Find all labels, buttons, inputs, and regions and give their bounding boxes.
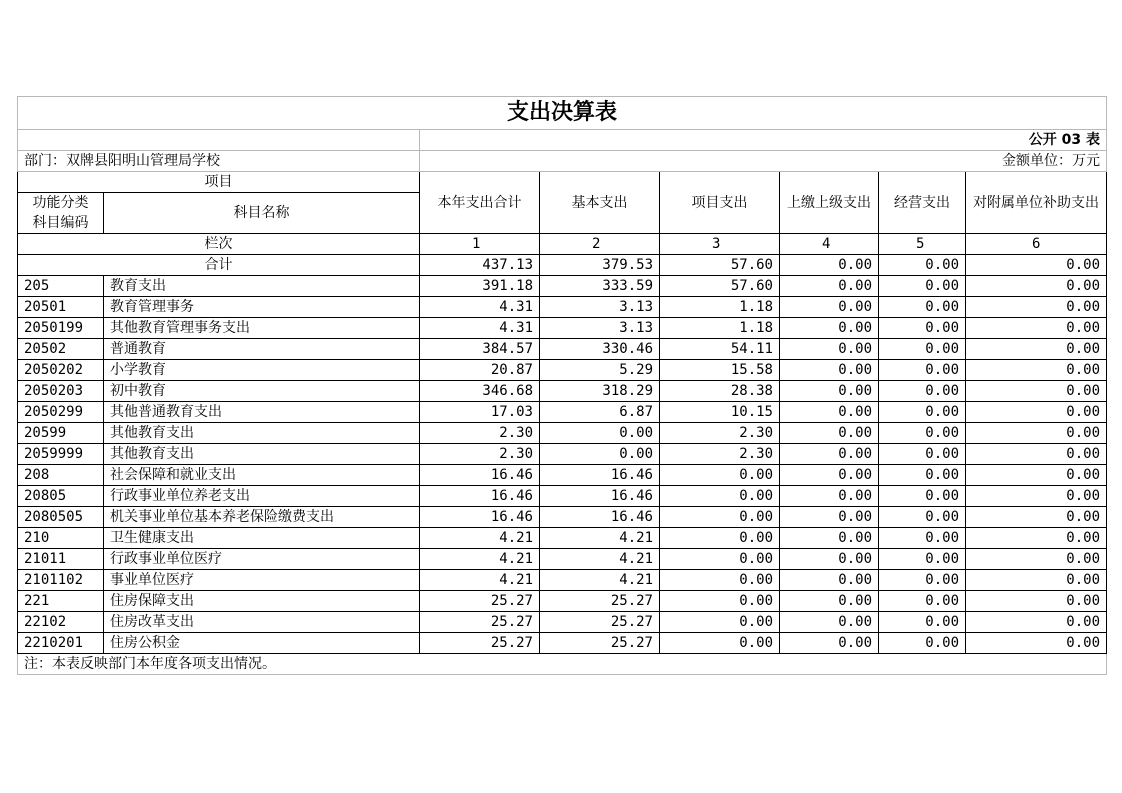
header-business: 经营支出 [879,172,966,234]
row-name: 卫生健康支出 [104,528,420,549]
row-name: 机关事业单位基本养老保险缴费支出 [104,507,420,528]
row-subsidy: 0.00 [966,633,1107,654]
row-project: 0.00 [660,549,780,570]
row-code: 221 [18,591,104,612]
row-name: 教育支出 [104,276,420,297]
row-upper: 0.00 [780,465,879,486]
row-basic: 16.46 [540,486,660,507]
row-code: 20502 [18,339,104,360]
expenditure-table [17,96,1107,675]
row-total: 384.57 [420,339,540,360]
row-project: 0.00 [660,507,780,528]
row-code: 20805 [18,486,104,507]
row-project: 1.18 [660,318,780,339]
row-total: 2.30 [420,423,540,444]
row-basic: 5.29 [540,360,660,381]
row-project: 28.38 [660,381,780,402]
row-upper: 0.00 [780,276,879,297]
row-code: 20599 [18,423,104,444]
row-name: 住房保障支出 [104,591,420,612]
header-func-code: 功能分类 科目编码 [18,193,104,234]
row-basic: 3.13 [540,318,660,339]
department-label: 部门：双牌县阳明山管理局学校 [18,151,420,172]
table-row [18,402,1107,423]
row-subsidy: 0.00 [966,402,1107,423]
row-name: 初中教育 [104,381,420,402]
row-name: 其他教育管理事务支出 [104,318,420,339]
row-name: 小学教育 [104,360,420,381]
row-name: 住房公积金 [104,633,420,654]
row-project: 0.00 [660,465,780,486]
row-business: 0.00 [879,276,966,297]
column-number-1: 1 [420,234,540,255]
row-name: 社会保障和就业支出 [104,465,420,486]
row-business: 0.00 [879,381,966,402]
row-total: 346.68 [420,381,540,402]
row-subsidy: 0.00 [966,444,1107,465]
total-row-total: 437.13 [420,255,540,276]
total-row-subsidy: 0.00 [966,255,1107,276]
row-subsidy: 0.00 [966,549,1107,570]
table-row [18,297,1107,318]
row-name: 行政事业单位养老支出 [104,486,420,507]
row-business: 0.00 [879,486,966,507]
row-business: 0.00 [879,570,966,591]
table-row [18,486,1107,507]
row-business: 0.00 [879,507,966,528]
row-business: 0.00 [879,423,966,444]
row-basic: 333.59 [540,276,660,297]
row-name: 事业单位医疗 [104,570,420,591]
row-project: 0.00 [660,486,780,507]
table-row [18,528,1107,549]
row-business: 0.00 [879,465,966,486]
row-basic: 6.87 [540,402,660,423]
row-total: 25.27 [420,633,540,654]
header-total: 本年支出合计 [420,172,540,234]
row-code: 208 [18,465,104,486]
row-basic: 4.21 [540,528,660,549]
row-total: 4.21 [420,528,540,549]
row-business: 0.00 [879,633,966,654]
row-subsidy: 0.00 [966,297,1107,318]
row-basic: 16.46 [540,507,660,528]
table-row [18,612,1107,633]
header-basic: 基本支出 [540,172,660,234]
row-basic: 16.46 [540,465,660,486]
row-upper: 0.00 [780,486,879,507]
table-row [18,276,1107,297]
row-subsidy: 0.00 [966,591,1107,612]
row-upper: 0.00 [780,381,879,402]
row-code: 2050299 [18,402,104,423]
table-row [18,339,1107,360]
row-name: 住房改革支出 [104,612,420,633]
row-upper: 0.00 [780,318,879,339]
row-basic: 330.46 [540,339,660,360]
row-business: 0.00 [879,339,966,360]
row-name: 其他教育支出 [104,444,420,465]
row-upper: 0.00 [780,570,879,591]
row-subsidy: 0.00 [966,423,1107,444]
row-basic: 25.27 [540,591,660,612]
row-business: 0.00 [879,444,966,465]
table-row [18,570,1107,591]
header-project: 项目支出 [660,172,780,234]
row-business: 0.00 [879,549,966,570]
row-total: 391.18 [420,276,540,297]
row-business: 0.00 [879,318,966,339]
column-number-3: 3 [660,234,780,255]
row-project: 57.60 [660,276,780,297]
row-subsidy: 0.00 [966,486,1107,507]
table-note: 注：本表反映部门本年度各项支出情况。 [18,654,1107,675]
row-upper: 0.00 [780,633,879,654]
total-row-project: 57.60 [660,255,780,276]
row-total: 16.46 [420,507,540,528]
row-basic: 0.00 [540,444,660,465]
row-total: 20.87 [420,360,540,381]
row-project: 0.00 [660,612,780,633]
row-business: 0.00 [879,402,966,423]
row-total: 2.30 [420,444,540,465]
row-total: 4.31 [420,318,540,339]
row-upper: 0.00 [780,528,879,549]
row-basic: 318.29 [540,381,660,402]
row-upper: 0.00 [780,444,879,465]
row-code: 2059999 [18,444,104,465]
row-basic: 4.21 [540,549,660,570]
table-row [18,549,1107,570]
row-business: 0.00 [879,360,966,381]
row-basic: 25.27 [540,633,660,654]
table-row [18,507,1107,528]
total-row-upper: 0.00 [780,255,879,276]
row-subsidy: 0.00 [966,276,1107,297]
row-total: 4.21 [420,549,540,570]
row-code: 20501 [18,297,104,318]
table-row [18,318,1107,339]
table-title: 支出决算表 [18,97,1107,130]
total-row-basic: 379.53 [540,255,660,276]
row-basic: 3.13 [540,297,660,318]
row-business: 0.00 [879,612,966,633]
row-code: 2210201 [18,633,104,654]
row-upper: 0.00 [780,360,879,381]
row-subsidy: 0.00 [966,339,1107,360]
column-number-6: 6 [966,234,1107,255]
row-name: 普通教育 [104,339,420,360]
row-business: 0.00 [879,297,966,318]
row-code: 2080505 [18,507,104,528]
row-subsidy: 0.00 [966,528,1107,549]
row-name: 行政事业单位医疗 [104,549,420,570]
row-upper: 0.00 [780,612,879,633]
header-item: 项目 [18,172,420,193]
row-name: 其他教育支出 [104,423,420,444]
row-code: 2050199 [18,318,104,339]
table-row [18,360,1107,381]
row-total: 17.03 [420,402,540,423]
header-subsidy: 对附属单位补助支出 [966,172,1107,234]
row-subsidy: 0.00 [966,381,1107,402]
table-row [18,381,1107,402]
row-total: 25.27 [420,591,540,612]
row-subsidy: 0.00 [966,465,1107,486]
total-row-label: 合计 [18,255,420,276]
row-code: 210 [18,528,104,549]
column-number-2: 2 [540,234,660,255]
row-code: 2101102 [18,570,104,591]
row-name: 其他普通教育支出 [104,402,420,423]
table-number: 公开 03 表 [420,130,1107,151]
row-project: 2.30 [660,444,780,465]
row-subsidy: 0.00 [966,360,1107,381]
row-upper: 0.00 [780,507,879,528]
row-total: 16.46 [420,465,540,486]
header-upper: 上缴上级支出 [780,172,879,234]
row-project: 2.30 [660,423,780,444]
table-row [18,444,1107,465]
row-name: 教育管理事务 [104,297,420,318]
expenditure-sheet [17,96,1106,675]
row-code: 22102 [18,612,104,633]
row-code: 2050203 [18,381,104,402]
table-row [18,633,1107,654]
row-total: 4.31 [420,297,540,318]
table-row [18,591,1107,612]
row-project: 54.11 [660,339,780,360]
row-basic: 25.27 [540,612,660,633]
row-total: 25.27 [420,612,540,633]
row-total: 4.21 [420,570,540,591]
row-project: 0.00 [660,528,780,549]
row-code: 21011 [18,549,104,570]
row-project: 10.15 [660,402,780,423]
row-basic: 0.00 [540,423,660,444]
row-project: 0.00 [660,633,780,654]
row-upper: 0.00 [780,549,879,570]
table-row [18,465,1107,486]
total-row-business: 0.00 [879,255,966,276]
row-subsidy: 0.00 [966,612,1107,633]
row-upper: 0.00 [780,423,879,444]
row-project: 0.00 [660,591,780,612]
row-code: 205 [18,276,104,297]
row-upper: 0.00 [780,591,879,612]
meta-blank-left [18,130,420,151]
row-project: 1.18 [660,297,780,318]
column-number-label: 栏次 [18,234,420,255]
row-business: 0.00 [879,591,966,612]
row-subsidy: 0.00 [966,507,1107,528]
row-code: 2050202 [18,360,104,381]
column-number-4: 4 [780,234,879,255]
column-number-5: 5 [879,234,966,255]
unit-label: 金额单位：万元 [420,151,1107,172]
row-project: 15.58 [660,360,780,381]
row-upper: 0.00 [780,297,879,318]
row-basic: 4.21 [540,570,660,591]
row-total: 16.46 [420,486,540,507]
row-business: 0.00 [879,528,966,549]
row-upper: 0.00 [780,402,879,423]
row-subsidy: 0.00 [966,318,1107,339]
header-subject-name: 科目名称 [104,193,420,234]
row-project: 0.00 [660,570,780,591]
row-upper: 0.00 [780,339,879,360]
row-subsidy: 0.00 [966,570,1107,591]
table-row [18,423,1107,444]
